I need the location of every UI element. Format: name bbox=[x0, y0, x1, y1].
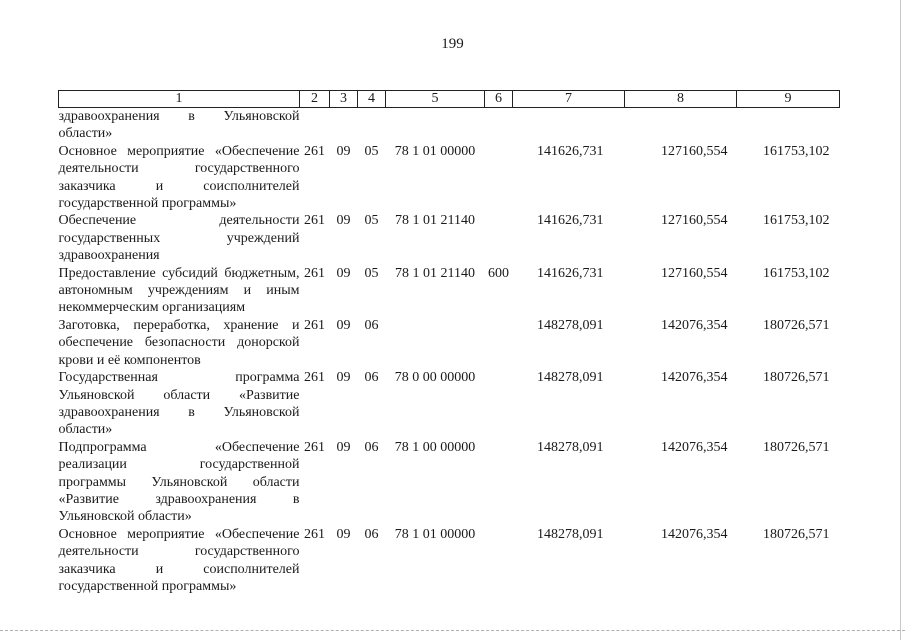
amount-year-2: 127160,554 bbox=[661, 265, 728, 281]
ministry-code: 261 bbox=[304, 213, 325, 229]
subsection-code: 06 bbox=[364, 439, 379, 455]
expense-type-code bbox=[485, 317, 513, 369]
amount-year-1: 148278,091 bbox=[537, 439, 604, 455]
page-edge-right bbox=[900, 0, 901, 640]
amount-year-3: 180726,571 bbox=[763, 439, 830, 455]
subsection-code: 05 bbox=[364, 265, 379, 281]
row-name: Предоставление субсидий бюджетным, автономным учреждениям и иным некоммерческим организациям bbox=[58, 265, 300, 316]
expense-type-code: 600 bbox=[488, 265, 509, 281]
expense-type-code bbox=[485, 369, 513, 439]
target-code: 78 1 01 21140 bbox=[395, 265, 475, 281]
row-name: Основное мероприятие «Обеспечение деятельности государственного заказчика и соисполнителей государственной программы» bbox=[58, 143, 300, 212]
column-header: 9 bbox=[737, 91, 840, 108]
row-name: Государственная программа Ульяновской области «Развитие здравоохранения в Ульяновской области» bbox=[58, 370, 300, 438]
ministry-code: 261 bbox=[304, 526, 325, 542]
subsection-code: 06 bbox=[364, 370, 379, 386]
amount-year-3: 161753,102 bbox=[763, 213, 830, 229]
amount-year-1: 141626,731 bbox=[537, 265, 604, 281]
amount-year-2: 127160,554 bbox=[661, 143, 728, 159]
amount-year-3: 180726,571 bbox=[763, 317, 830, 333]
section-code: 09 bbox=[336, 370, 351, 386]
section-code: 09 bbox=[336, 317, 351, 333]
amount-year-2: 127160,554 bbox=[661, 213, 728, 229]
section-code: 09 bbox=[336, 439, 351, 455]
amount-year-3: 180726,571 bbox=[763, 370, 830, 386]
expense-type-code bbox=[485, 212, 513, 264]
column-header: 1 bbox=[59, 91, 300, 108]
amount-year-2: 142076,354 bbox=[661, 370, 728, 386]
table-row bbox=[59, 526, 840, 596]
column-header: 4 bbox=[358, 91, 386, 108]
continuation-text: здравоохранения в Ульяновской области» bbox=[58, 109, 300, 142]
ministry-code: 261 bbox=[304, 143, 325, 159]
amount-year-2: 142076,354 bbox=[661, 439, 728, 455]
expense-type-code bbox=[485, 526, 513, 596]
subsection-code: 06 bbox=[364, 526, 379, 542]
column-header: 7 bbox=[513, 91, 625, 108]
row-name: Обеспечение деятельности государственных учреждений здравоохранения bbox=[58, 213, 300, 264]
ministry-code: 261 bbox=[304, 370, 325, 386]
column-header: 6 bbox=[485, 91, 513, 108]
amount-year-1: 148278,091 bbox=[537, 526, 604, 542]
table-row bbox=[59, 439, 840, 526]
section-code: 09 bbox=[336, 265, 351, 281]
amount-year-2: 142076,354 bbox=[661, 317, 728, 333]
section-code: 09 bbox=[336, 143, 351, 159]
row-name: Заготовка, переработка, хранение и обеспечение безопасности донорской крови и её компонентов bbox=[58, 317, 300, 368]
subsection-code: 05 bbox=[364, 143, 379, 159]
table-row bbox=[59, 212, 840, 264]
table-row bbox=[59, 265, 840, 317]
amount-year-3: 180726,571 bbox=[763, 526, 830, 542]
amount-year-1: 148278,091 bbox=[537, 317, 604, 333]
target-code bbox=[386, 317, 485, 369]
section-code: 09 bbox=[336, 213, 351, 229]
budget-table bbox=[58, 90, 840, 595]
target-code: 78 1 01 00000 bbox=[394, 143, 476, 159]
table-row bbox=[59, 369, 840, 439]
amount-year-1: 141626,731 bbox=[537, 213, 604, 229]
row-name: Подпрограмма «Обеспечение реализации государственной программы Ульяновской области «Развитие здравоохранения в Ульяновской области» bbox=[58, 439, 300, 525]
table-row bbox=[59, 143, 840, 213]
table-row bbox=[59, 317, 840, 369]
header-row bbox=[59, 91, 840, 108]
subsection-code: 06 bbox=[364, 317, 379, 333]
amount-year-1: 141626,731 bbox=[537, 143, 604, 159]
expense-type-code bbox=[485, 439, 513, 526]
amount-year-2: 142076,354 bbox=[661, 526, 728, 542]
ministry-code: 261 bbox=[304, 317, 325, 333]
column-header: 2 bbox=[300, 91, 330, 108]
column-header: 8 bbox=[625, 91, 737, 108]
amount-year-1: 148278,091 bbox=[537, 370, 604, 386]
target-code: 78 1 00 00000 bbox=[394, 439, 476, 455]
target-code: 78 0 00 00000 bbox=[394, 370, 476, 386]
target-code: 78 1 01 21140 bbox=[395, 213, 475, 229]
column-header: 5 bbox=[386, 91, 485, 108]
page-edge-bottom bbox=[0, 630, 905, 632]
row-name: Основное мероприятие «Обеспечение деятельности государственного заказчика и соисполнителей государственной программы» bbox=[58, 526, 300, 594]
target-code: 78 1 01 00000 bbox=[394, 526, 476, 542]
continuation-row bbox=[59, 108, 840, 143]
expense-type-code bbox=[485, 143, 513, 213]
page-number: 199 bbox=[441, 36, 464, 52]
ministry-code: 261 bbox=[304, 265, 325, 281]
amount-year-3: 161753,102 bbox=[763, 143, 830, 159]
column-header: 3 bbox=[330, 91, 358, 108]
amount-year-3: 161753,102 bbox=[763, 265, 830, 281]
section-code: 09 bbox=[336, 526, 351, 542]
ministry-code: 261 bbox=[304, 439, 325, 455]
subsection-code: 05 bbox=[364, 213, 379, 229]
